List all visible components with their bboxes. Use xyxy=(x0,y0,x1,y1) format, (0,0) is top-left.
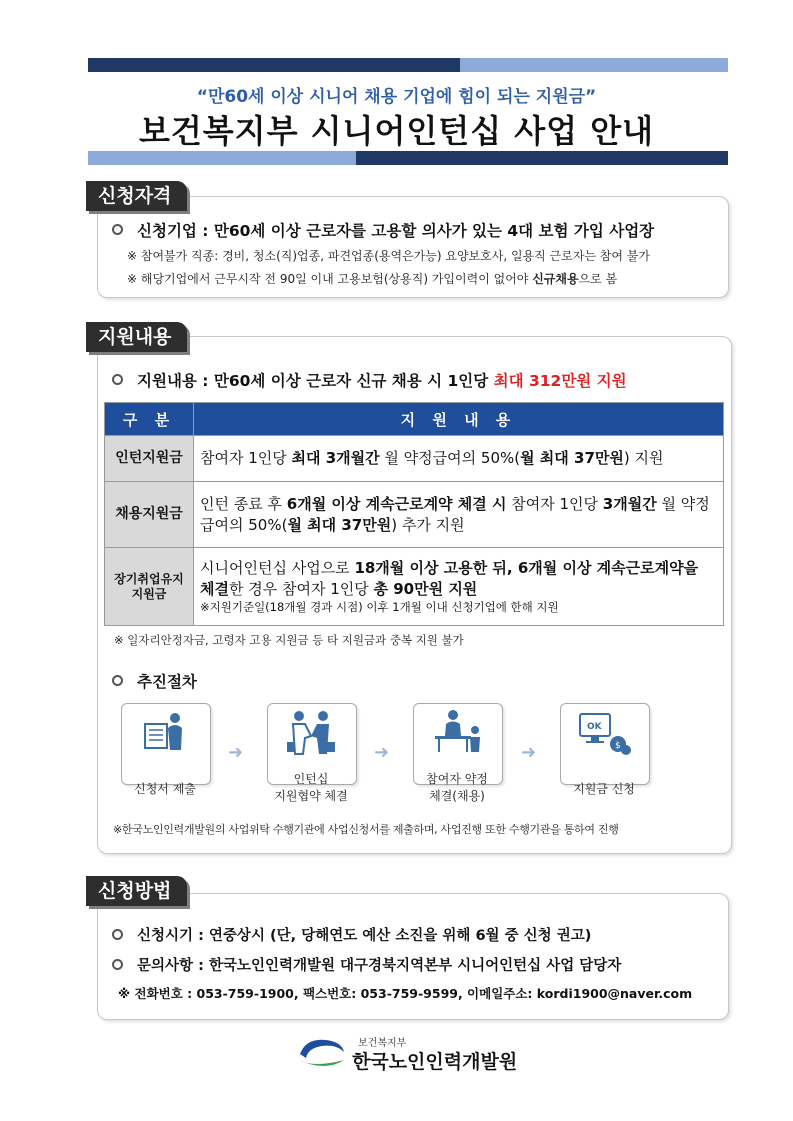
eligibility-note-1: ※ 참여불가 직종: 경비, 청소(직)업종, 파견업종(용역은가능) 요양보호사, 일용직 근로자는 참여 불가 xyxy=(127,249,650,263)
arrow-right-icon: ➜ xyxy=(521,742,537,763)
step-label-agreement-2: 지원협약 체결 xyxy=(274,789,348,803)
apply-line-2 xyxy=(112,954,621,975)
row-category-longterm xyxy=(105,548,194,626)
circle-bullet-icon xyxy=(112,929,123,940)
table-header-row xyxy=(105,403,724,436)
step-label-apply: 지원금 신청 xyxy=(573,782,635,796)
eligibility-note-2-bold: 신규채용 xyxy=(532,272,579,286)
row2-d: 3개월간 xyxy=(602,494,657,513)
table-header-category: 구 분 xyxy=(105,403,194,436)
circle-bullet-icon xyxy=(112,374,123,385)
row1-b: 최대 3개월간 xyxy=(291,449,380,467)
process-title xyxy=(112,670,197,692)
row3-b: 18개월 이상 고용한 뒤, 6개월 이상 계속근로계약을 체결 xyxy=(200,559,699,598)
step-label-contract xyxy=(413,771,501,805)
process-title-text: 추진절차 xyxy=(137,673,197,691)
table-header-content: 지 원 내 용 xyxy=(194,403,724,436)
support-main xyxy=(112,369,627,391)
arrow-right-icon: ➜ xyxy=(374,742,390,763)
eligibility-main-text: 신청기업 : 만60세 이상 근로자를 고용할 의사가 있는 4대 보험 가입 사업장 xyxy=(137,222,655,240)
row2-e: 월 약정 급여의 50%( xyxy=(200,494,710,534)
svg-text:$: $ xyxy=(615,741,621,751)
row2-c: 참여자 1인당 xyxy=(506,494,603,513)
step-label-agreement-1: 인턴십 xyxy=(293,772,329,786)
row3-cat-1: 장기취업유지 xyxy=(114,571,184,586)
logo-org: 한국노인인력개발원 xyxy=(352,1051,518,1073)
support-main-text: 지원내용 : 만60세 이상 근로자 신규 채용 시 1인당 xyxy=(137,372,494,390)
row3-d: 총 90만원 지원 xyxy=(373,580,478,598)
eligibility-note-2-c: 으로 봄 xyxy=(578,272,618,286)
row1-a: 참여자 1인당 xyxy=(200,449,292,467)
row-category-intern: 인턴지원금 xyxy=(105,436,194,482)
monitor-money-icon xyxy=(576,710,632,758)
row1-c: 월 약정급여의 50%( xyxy=(379,449,521,467)
support-main-highlight: 최대 312만원 지원 xyxy=(493,372,627,390)
eligibility-tab: 신청자격 xyxy=(86,181,187,211)
arrow-right-icon: ➜ xyxy=(228,742,244,763)
apply-contact: ※ 전화번호 : 053-759-1900, 팩스번호: 053-759-9599, 이메일주소: kordi1900@naver.com xyxy=(118,986,693,1001)
row2-a: 인턴 종료 후 xyxy=(200,494,287,513)
circle-bullet-icon xyxy=(112,675,123,686)
row2-f: 월 최대 37만원 xyxy=(287,515,392,534)
support-tab: 지원내용 xyxy=(86,322,187,352)
step-label-submit: 신청서 제출 xyxy=(134,782,196,796)
row2-b: 6개월 이상 계속근로계약 체결 시 xyxy=(286,494,507,513)
row3-c: 한 경우 참여자 1인당 xyxy=(228,580,374,598)
svg-text:OK: OK xyxy=(587,722,602,732)
table-note: ※ 일자리안정자금, 고령자 고용 지원금 등 타 지원금과 중복 지원 불가 xyxy=(114,633,464,647)
row-category-hire: 채용지원금 xyxy=(105,482,194,548)
row1-d: 월 최대 37만원 xyxy=(520,449,624,467)
page-subtitle: “만60세 이상 시니어 채용 기업에 힘이 되는 지원금” xyxy=(196,87,597,107)
handshake-icon xyxy=(285,710,337,758)
eligibility-note-2-a: ※ 해당기업에서 근무시작 전 90일 이내 고용보험(상용직) 가입이력이 없어야 xyxy=(127,272,533,286)
table-row xyxy=(105,548,724,626)
step-label-contract-2: 체결(채용) xyxy=(429,789,485,803)
apply-line-2-text: 문의사항 : 한국노인인력개발원 대구경북지역본부 시니어인턴십 사업 담당자 xyxy=(137,958,622,974)
table-row xyxy=(105,436,724,482)
table-row xyxy=(105,482,724,548)
header-top-bar-light xyxy=(460,58,728,72)
step-label-contract-1: 참여자 약정 xyxy=(426,772,488,786)
header-bottom-bar-dark xyxy=(356,151,728,165)
row-desc-intern xyxy=(194,436,724,482)
row-desc-hire xyxy=(194,482,724,548)
circle-bullet-icon xyxy=(112,959,123,970)
row3-cat-2: 지원금 xyxy=(131,586,167,601)
apply-line-1 xyxy=(112,924,591,945)
eligibility-note-2 xyxy=(127,270,617,287)
header-bottom-bar-light xyxy=(88,151,356,165)
kordi-logo-icon xyxy=(296,1034,348,1070)
apply-line-1-text: 신청시기 : 연중상시 (단, 당해연도 예산 소진을 위해 6월 중 신청 권고) xyxy=(137,928,592,944)
process-note: ※한국노인인력개발원의 사업위탁 수행기관에 사업신청서를 제출하며, 사업진행 또한 수행기관을 통하여 진행 xyxy=(113,823,619,836)
support-table xyxy=(104,402,724,626)
logo-ministry: 보건복지부 xyxy=(358,1038,407,1049)
row-desc-longterm xyxy=(194,548,724,626)
eligibility-main xyxy=(112,219,654,241)
meeting-desk-icon xyxy=(431,708,483,756)
row3-a: 시니어인턴십 사업으로 xyxy=(200,559,355,577)
row2-g: ) 추가 지원 xyxy=(391,515,465,534)
header-top-bar-dark xyxy=(88,58,460,72)
row1-e: ) 지원 xyxy=(623,449,664,467)
document-person-icon xyxy=(141,710,189,756)
circle-bullet-icon xyxy=(112,224,123,235)
apply-tab: 신청방법 xyxy=(86,876,187,906)
step-label-agreement xyxy=(267,771,355,805)
row3-note: ※지원기준일(18개월 경과 시점) 이후 1개월 이내 신청기업에 한해 지원 xyxy=(200,600,559,614)
page-title: 보건복지부 시니어인턴십 사업 안내 xyxy=(138,112,655,150)
